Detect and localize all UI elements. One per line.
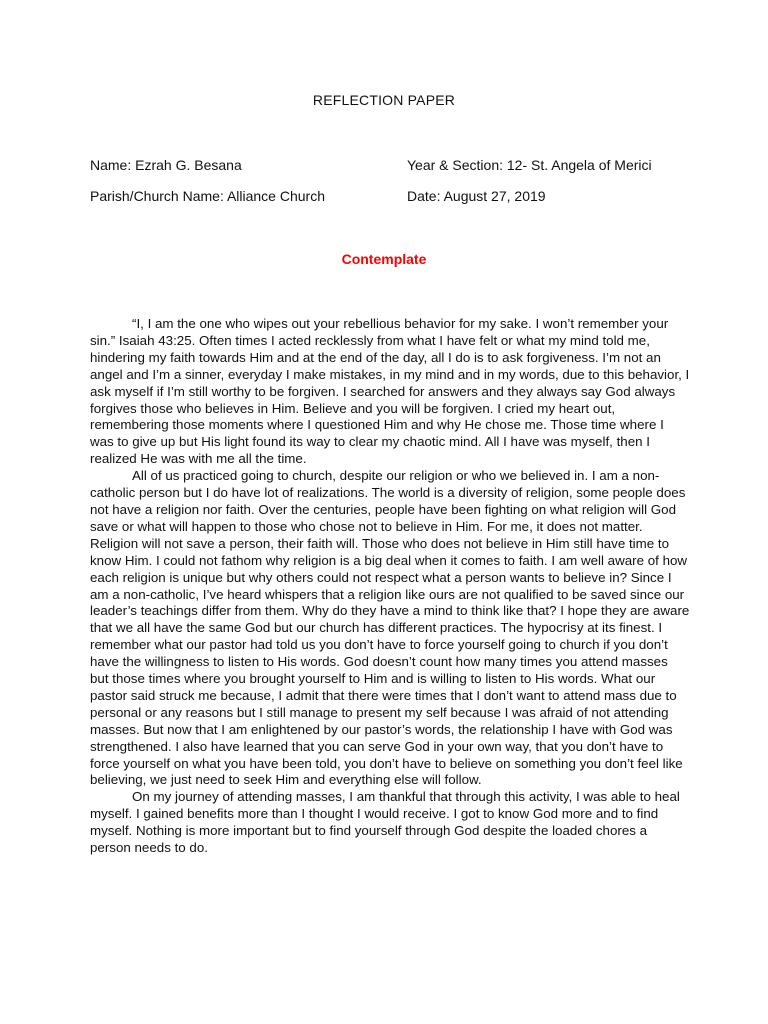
name-field: Name: Ezrah G. Besana (90, 157, 242, 173)
year-section-field: Year & Section: 12- St. Angela of Merici (407, 157, 652, 173)
section-heading: Contemplate (341, 251, 427, 267)
paragraph: On my journey of attending masses, I am thankful that through this activity, I was able to heal myself. I gained benefits more than I thought I would receive. I got to know God more and to find myself. Nothing is more important but to find yourself through God despite the loaded chores a person needs to do. (90, 789, 680, 856)
reflection-body (90, 316, 690, 857)
paragraph: All of us practiced going to church, despite our religion or who we believed in. I am a non-catholic person but I do have lot of realizations. The world is a diversity of religion, some people does not have a religion nor faith. Over the centuries, people have been fighting on what religion will God save or what will happen to those who chose not to believe in Him. For me, it does not matter. Religion will not save a person, their faith will. Those who does not believe in Him still have time to know Him. I could not fathom why religion is a big deal when it comes to faith. I am well aware of how each religion is unique but why others could not respect what a person wants to believe in? Since I am a non-catholic, I’ve heard whispers that a religion like ours are not qualified to be saved since our leader’s teachings differ from them. Why do they have a mind to think like that? I hope they are aware that we all have the same God but our church has different practices. The hypocrisy at its finest. I remember what our pastor had told us you don’t have to force yourself going to church if you don’t have the willingness to listen to His words. God doesn’t count how many times you attend masses but those times where you brought yourself to Him and is willing to listen to His words. What our pastor said struck me because, I admit that there were times that I don’t want to attend mass due to personal or any reasons but I still manage to present my self because I was afraid of not attending masses. But now that I am enlightened by our pastor’s words, the relationship I have with God was strengthened. I also have learned that you can serve God in your own way, that you don’t have to force yourself on what you have been told, you don’t have to believe on something you don’t feel like believing, we just need to seek Him and everything else will follow. (90, 468, 690, 788)
paragraph: “I, I am the one who wipes out your rebellious behavior for my sake. I won’t remember your sin.” Isaiah 43:25. Often times I acted recklessly from what I have felt or what my mind told me, hindering my faith towards Him and at the end of the day, all I do is to ask forgiveness. I’m not an angel and I’m a sinner, everyday I make mistakes, in my mind and in my words, due to this behavior, I ask myself if I’m still worthy to be forgiven. I searched for answers and they always say God always forgives those who believes in Him. Believe and you will be forgiven. I cried my heart out, remembering those moments where I questioned Him and why He chose me. Those time where I was to give up but His light found its way to clear my chaotic mind. All I have was myself, then I realized He was with me all the time. (90, 316, 690, 467)
parish-field: Parish/Church Name: Alliance Church (90, 188, 325, 204)
document-title: REFLECTION PAPER (312, 92, 456, 108)
date-field: Date: August 27, 2019 (407, 188, 546, 204)
